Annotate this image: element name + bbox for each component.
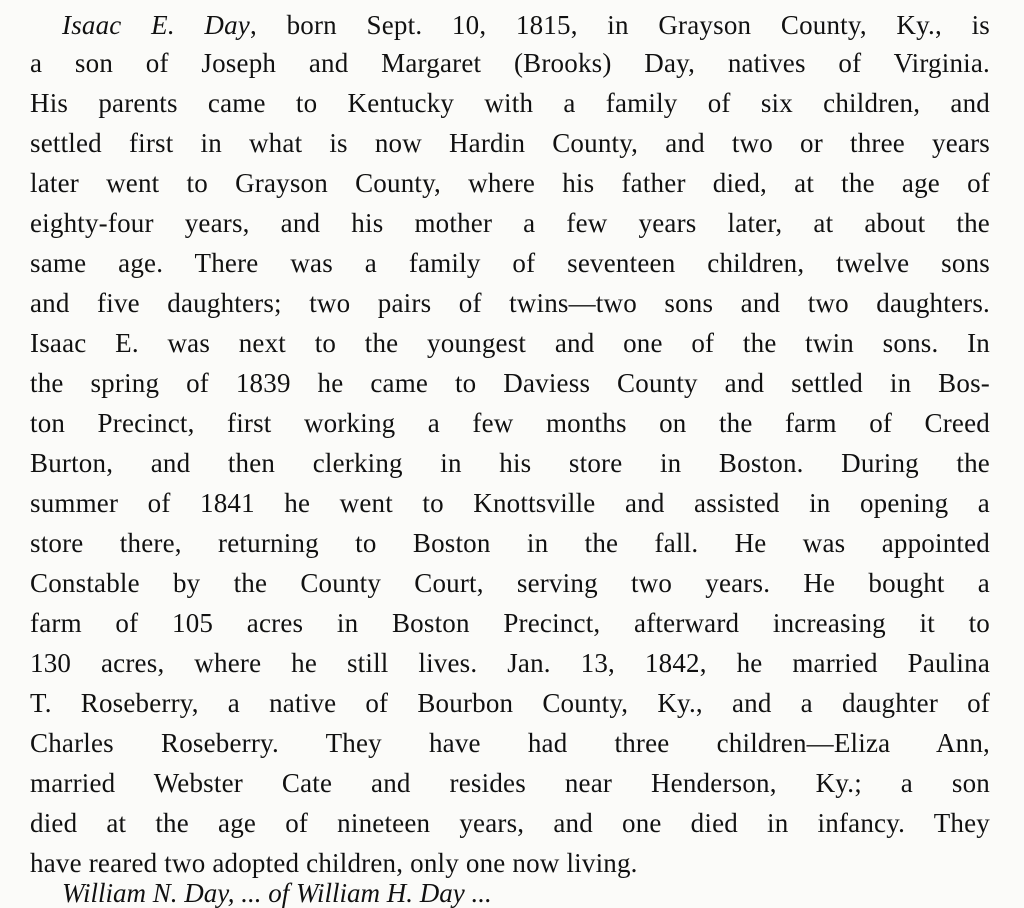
next-paragraph-cutoff: William N. Day, ... of William H. Day ... bbox=[62, 878, 492, 908]
paragraph-line-13: summer of 1841 he went to Knottsville and assisted in opening a bbox=[30, 488, 990, 518]
paragraph-line-6: eighty-four years, and his mother a few years later, at about the bbox=[30, 208, 990, 238]
paragraph-line-14: store there, returning to Boston in the fall. He was appointed bbox=[30, 528, 990, 558]
paragraph-line-10: the spring of 1839 he came to Daviess County and settled in Bos- bbox=[30, 368, 990, 398]
paragraph-line-4: settled first in what is now Hardin County, and two or three years bbox=[30, 128, 990, 158]
subject-name: Isaac E. Day bbox=[62, 10, 250, 40]
paragraph-line-2: a son of Joseph and Margaret (Brooks) Day, natives of Virginia. bbox=[30, 48, 990, 78]
paragraph-line-12: Burton, and then clerking in his store in Boston. During the bbox=[30, 448, 990, 478]
paragraph-line-1 bbox=[62, 10, 990, 40]
paragraph-line-21: died at the age of nineteen years, and one died in infancy. They bbox=[30, 808, 990, 838]
paragraph-line-5: later went to Grayson County, where his father died, at the age of bbox=[30, 168, 990, 198]
paragraph-line-15: Constable by the County Court, serving two years. He bought a bbox=[30, 568, 990, 598]
paragraph-line-20: married Webster Cate and resides near Henderson, Ky.; a son bbox=[30, 768, 990, 798]
paragraph-line-11: ton Precinct, first working a few months on the farm of Creed bbox=[30, 408, 990, 438]
paragraph-line-17: 130 acres, where he still lives. Jan. 13, 1842, he married Paulina bbox=[30, 648, 990, 678]
paragraph-line-22: have reared two adopted children, only one now living. bbox=[30, 848, 638, 878]
paragraph-line-3: His parents came to Kentucky with a family of six children, and bbox=[30, 88, 990, 118]
paragraph-line-7: same age. There was a family of seventeen children, twelve sons bbox=[30, 248, 990, 278]
paragraph-line-18: T. Roseberry, a native of Bourbon County, Ky., and a daughter of bbox=[30, 688, 990, 718]
paragraph-line-9: Isaac E. was next to the youngest and one of the twin sons. In bbox=[30, 328, 990, 358]
paragraph-line-8: and five daughters; two pairs of twins—two sons and two daughters. bbox=[30, 288, 990, 318]
paragraph-line-16: farm of 105 acres in Boston Precinct, afterward increasing it to bbox=[30, 608, 990, 638]
paragraph-line-19: Charles Roseberry. They have had three children—Eliza Ann, bbox=[30, 728, 990, 758]
first-line-text: , born Sept. 10, 1815, in Grayson County, Ky., is bbox=[250, 10, 990, 40]
